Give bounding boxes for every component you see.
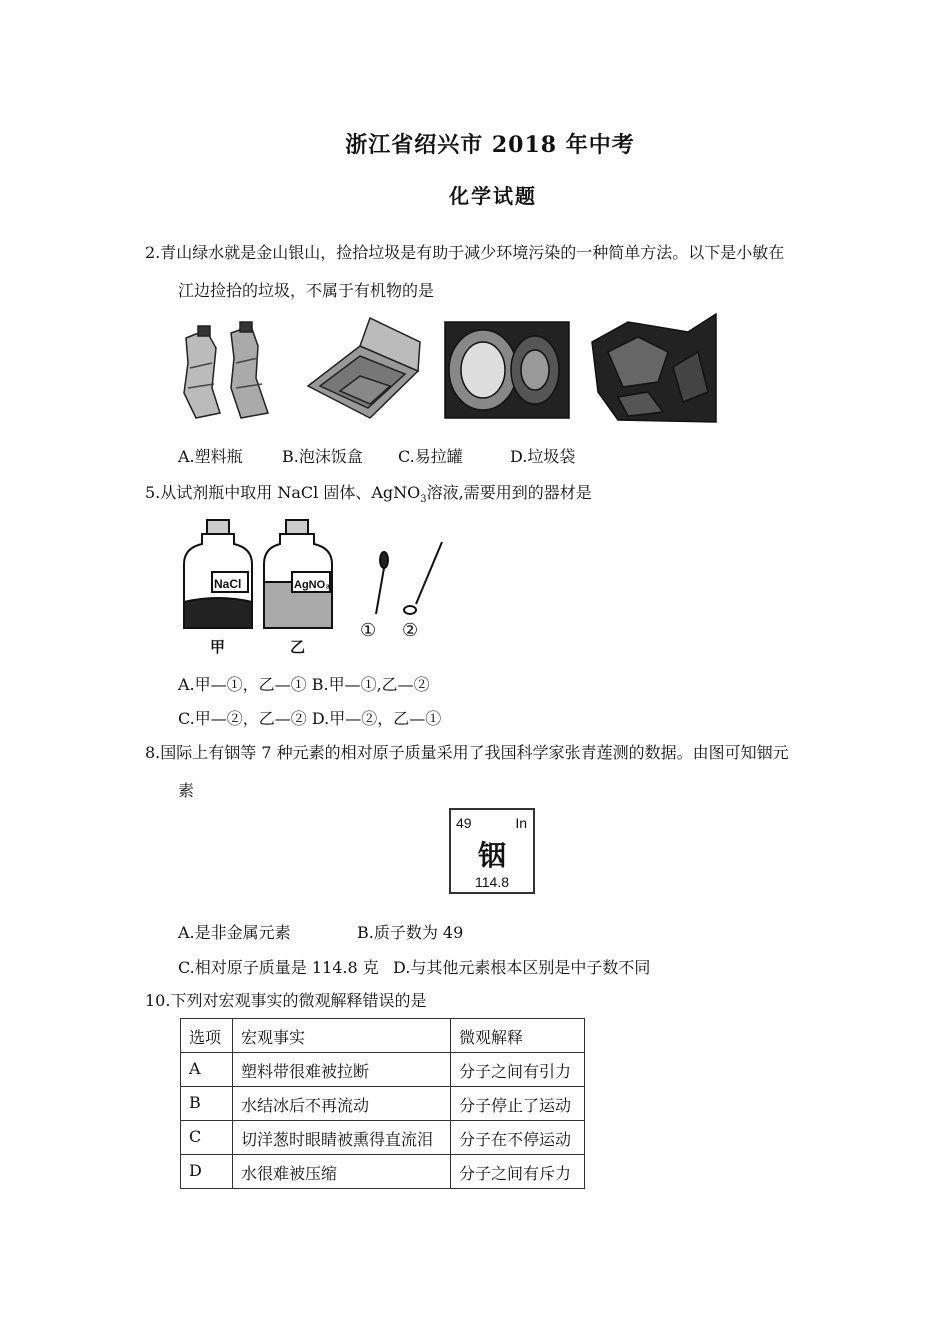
element-symbol: In	[515, 815, 527, 831]
tool-1-label: ①	[360, 620, 377, 641]
element-card-indium	[449, 808, 535, 894]
q5-stem	[145, 480, 592, 505]
bottle-yi-label: 乙	[290, 638, 306, 656]
q5-stem-pre: 5.从试剂瓶中取用 NaCl 固体、AgNO	[145, 483, 421, 502]
q5-options-row1: A.甲—①，乙—① B.甲—①,乙—②	[178, 675, 430, 694]
q2-stem-line1: 2.青山绿水就是金山银山，捡拾垃圾是有助于减少环境污染的一种简单方法。以下是小敏在	[145, 243, 785, 262]
atomic-number: 49	[456, 815, 472, 831]
q2-option-d: D.垃圾袋	[510, 447, 576, 466]
q5-stem-post: 溶液,需要用到的器材是	[426, 483, 592, 502]
q8-option-a: A.是非金属元素	[178, 923, 291, 942]
header-macro-fact: 宏观事实	[233, 1019, 451, 1053]
row-b-option: B	[181, 1087, 233, 1121]
table-row	[181, 1053, 585, 1087]
nacl-label: NaCl	[214, 577, 242, 591]
row-b-fact: 水结冰后不再流动	[233, 1087, 451, 1121]
reagent-apparatus-image	[180, 514, 460, 656]
q8-option-d: D.与其他元素根本区别是中子数不同	[393, 958, 651, 977]
row-a-explanation: 分子之间有引力	[451, 1053, 585, 1087]
q2-option-c: C.易拉罐	[398, 447, 463, 466]
q8-stem-line2: 素	[178, 781, 195, 800]
row-b-explanation: 分子停止了运动	[451, 1087, 585, 1121]
q2-option-a: A.塑料瓶	[178, 447, 243, 466]
q2-option-b: B.泡沫饭盒	[282, 447, 363, 466]
q5-stem-sub: 3	[420, 494, 427, 506]
row-d-fact: 水很难被压缩	[233, 1155, 451, 1189]
row-c-explanation: 分子在不停运动	[451, 1121, 585, 1155]
atomic-mass: 114.8	[475, 874, 509, 890]
table-row	[181, 1155, 585, 1189]
exam-title: 浙江省绍兴市 2018 年中考	[345, 132, 635, 158]
q10-table	[180, 1018, 585, 1189]
foam-lunchbox-image	[300, 316, 422, 426]
header-option: 选项	[181, 1019, 233, 1053]
q10-stem: 10.下列对宏观事实的微观解释错误的是	[145, 991, 427, 1010]
row-d-option: D	[181, 1155, 233, 1189]
row-d-explanation: 分子之间有斥力	[451, 1155, 585, 1189]
q5-options-row2: C.甲—②，乙—② D.甲—②，乙—①	[178, 709, 442, 728]
agno3-label: AgNO₃	[294, 579, 331, 591]
q8-option-c: C.相对原子质量是 114.8 克	[178, 958, 379, 977]
q8-option-b: B.质子数为 49	[357, 923, 464, 942]
row-c-fact: 切洋葱时眼睛被熏得直流泪	[233, 1121, 451, 1155]
bottle-jia-label: 甲	[210, 638, 226, 656]
header-micro-explanation: 微观解释	[451, 1019, 585, 1053]
row-a-option: A	[181, 1053, 233, 1087]
table-row	[181, 1087, 585, 1121]
q2-stem-line2: 江边捡拾的垃圾，不属于有机物的是	[178, 281, 435, 300]
table-row	[181, 1121, 585, 1155]
exam-subtitle: 化学试题	[449, 184, 537, 208]
table-header-row	[181, 1019, 585, 1053]
plastic-bottles-image	[176, 318, 280, 424]
q8-stem-line1: 8.国际上有铟等 7 种元素的相对原子质量采用了我国科学家张青莲测的数据。由图可知铟元	[145, 743, 789, 762]
cans-image	[443, 318, 571, 422]
element-name: 铟	[477, 839, 506, 872]
row-c-option: C	[181, 1121, 233, 1155]
row-a-fact: 塑料带很难被拉断	[233, 1053, 451, 1087]
garbage-bag-image	[588, 312, 718, 424]
tool-2-label: ②	[402, 620, 419, 641]
